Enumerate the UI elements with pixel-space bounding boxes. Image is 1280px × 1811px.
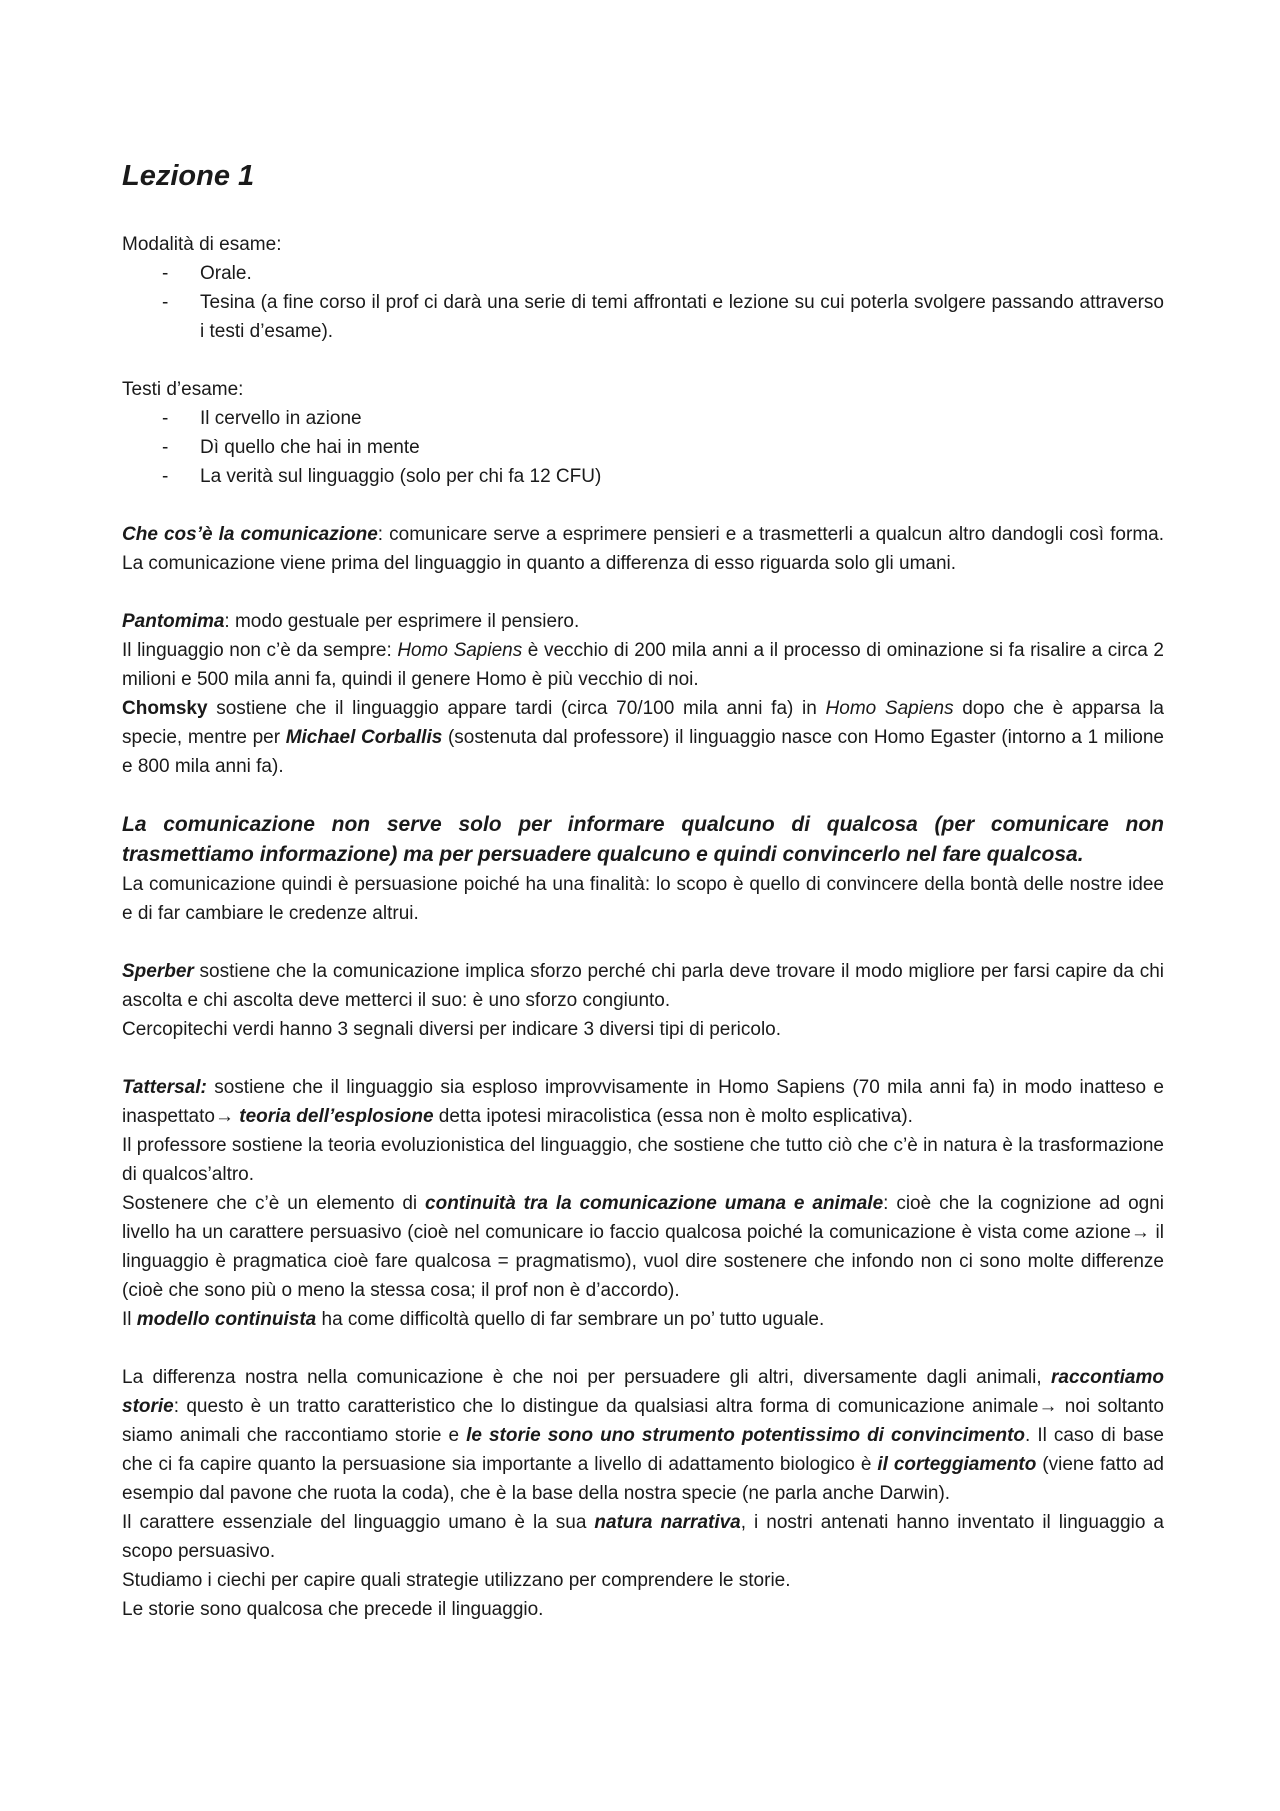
- paragraph-evolution: Il professore sostiene la teoria evoluzionistica del linguaggio, che sostiene che tutto ciò che c’è in natura è la trasformazione di qualcos’altro.: [122, 1135, 1164, 1185]
- dash-bullet: -: [162, 466, 169, 487]
- dash-bullet: -: [162, 437, 169, 458]
- paragraph-chomsky: Chomsky sostiene che il linguaggio appare tardi (circa 70/100 mila anni fa) in Homo Sapiens dopo che è apparsa la specie, mentre per Michael Corballis (sostenuta dal professore) il linguaggio nasce con Homo Egaster (intorno a 1 milione e 800 mila anni fa).: [122, 698, 1165, 777]
- highlight-statement: La comunicazione non serve solo per informare qualcuno di qualcosa (per comunicare non trasmettiamo informazione) ma per persuadere qualcuno e quindi convincerlo nel fare qualcosa.: [122, 813, 1164, 866]
- paragraph-stories: La differenza nostra nella comunicazione è che noi per persuadere gli altri, diversamente dagli animali, raccontiamo storie: questo è un tratto caratteristico che lo distingue da qualsiasi altra forma di comunicazione animale→ noi soltanto siamo animali che raccontiamo storie e le storie sono uno strumento potentissimo di convincimento. Il caso di base che ci fa capire quanto la persuasione sia importante a livello di adattamento biologico è il corteggiamento (viene fatto ad esempio dal pavone che ruota la coda), che è la base della nostra specie (ne parla anche Darwin).: [122, 1367, 1164, 1504]
- paragraph-blind-study: Studiamo i ciechi per capire quali strategie utilizzano per comprendere le storie.: [122, 1570, 791, 1591]
- list-item: - Dì quello che hai in mente: [122, 433, 1164, 462]
- dash-bullet: -: [162, 263, 169, 284]
- list-item: - Orale.: [122, 259, 1164, 288]
- paragraph-continuity: Sostenere che c’è un elemento di continuità tra la comunicazione umana e animale: cioè che la cognizione ad ogni livello ha un carattere persuasivo (cioè nel comunicare io faccio qualcosa poiché la comunicazione è vista come azione→ il linguaggio è pragmatica cioè fare qualcosa = pragmatismo), vuol dire sostenere che infondo non ci sono molte differenze (cioè che sono più o meno la stessa cosa; il prof non è d’accordo).: [122, 1193, 1164, 1301]
- list-item: - Il cervello in azione: [122, 404, 1164, 433]
- paragraph-persuasion: La comunicazione quindi è persuasione poiché ha una finalità: lo scopo è quello di convincere della bontà delle nostre idee e di far cambiare le credenze altrui.: [122, 874, 1164, 924]
- paragraph-pantomime: Pantomima: modo gestuale per esprimere il pensiero.: [122, 611, 580, 632]
- dash-bullet: -: [162, 292, 169, 313]
- paragraph-homo-sapiens: Il linguaggio non c’è da sempre: Homo Sapiens è vecchio di 200 mila anni a il processo di ominazione si fa risalire a circa 2 milioni e 500 mila anni fa, quindi il genere Homo è più vecchio di noi.: [122, 640, 1164, 690]
- dash-bullet: -: [162, 408, 169, 429]
- page-title: Lezione 1: [122, 160, 255, 192]
- paragraph-sperber: Sperber sostiene che la comunicazione implica sforzo perché chi parla deve trovare il modo migliore per farsi capire da chi ascolta e chi ascolta deve metterci il suo: è uno sforzo congiunto.: [122, 961, 1164, 1011]
- paragraph-stories-precede: Le storie sono qualcosa che precede il linguaggio.: [122, 1599, 544, 1620]
- paragraph-continuist-model: Il modello continuista ha come difficoltà quello di far sembrare un po’ tutto uguale.: [122, 1309, 825, 1330]
- exam-mode-label: Modalità di esame:: [122, 234, 282, 255]
- exam-mode-list: [122, 259, 1164, 346]
- list-item: - La verità sul linguaggio (solo per chi fa 12 CFU): [122, 462, 1164, 491]
- list-item: - Tesina (a fine corso il prof ci darà una serie di temi affrontati e lezione su cui poterla svolgere passando attraverso i testi d’esame).: [122, 288, 1164, 346]
- exam-texts-label: Testi d’esame:: [122, 379, 244, 400]
- paragraph-cercopitechi: Cercopitechi verdi hanno 3 segnali diversi per indicare 3 diversi tipi di pericolo.: [122, 1019, 782, 1040]
- exam-texts-list: [122, 404, 1164, 491]
- paragraph-tattersal: Tattersal: sostiene che il linguaggio sia esploso improvvisamente in Homo Sapiens (70 mila anni fa) in modo inatteso e inaspettato→ teoria dell’esplosione detta ipotesi miracolistica (essa non è molto esplicativa).: [122, 1077, 1164, 1127]
- paragraph-communication: Che cos’è la comunicazione: comunicare serve a esprimere pensieri e a trasmetterli a qualcun altro dandogli così forma. La comunicazione viene prima del linguaggio in quanto a differenza di esso riguarda solo gli umani.: [122, 524, 1165, 574]
- paragraph-narrative-nature: Il carattere essenziale del linguaggio umano è la sua natura narrativa, i nostri antenati hanno inventato il linguaggio a scopo persuasivo.: [122, 1512, 1164, 1562]
